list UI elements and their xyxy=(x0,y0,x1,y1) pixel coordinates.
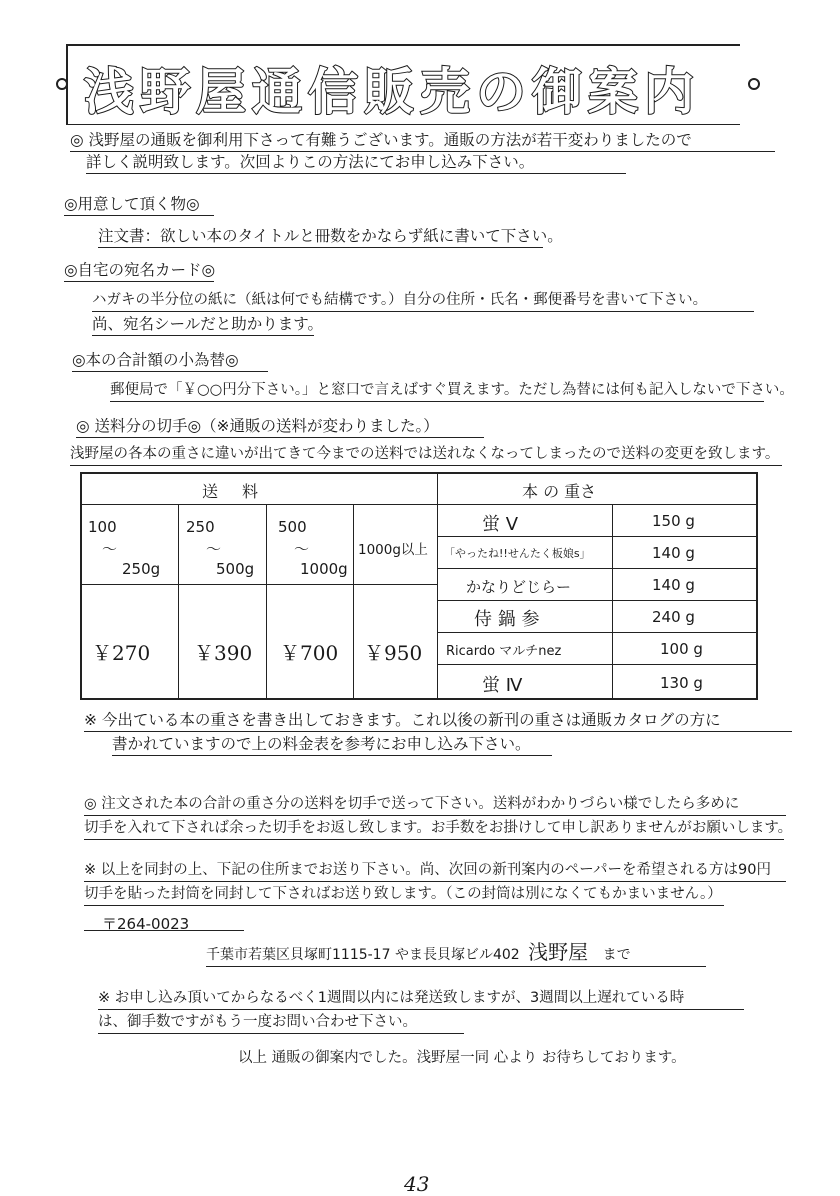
range-from-2: 250 xyxy=(186,518,215,536)
book-weight-2: 140 g xyxy=(652,544,695,562)
book-title-3: かなりどじらー xyxy=(466,578,572,596)
book-weight-3: 140 g xyxy=(652,576,695,594)
range-tilde-2: 〜 xyxy=(206,540,222,558)
book-weight-1: 150 g xyxy=(652,512,695,530)
postal-underline xyxy=(84,930,244,931)
closing-message: 以上 通販の御案内でした。浅野屋一同 心より お待ちしております。 xyxy=(238,1050,686,1066)
company-name: 浅野屋 xyxy=(528,940,589,964)
shipping-change-line: 浅野屋の各本の重さに違いが出てきて今までの送料では送れなくなってしまったので送料の変更を致します。 xyxy=(70,444,782,466)
postal-code: 〒264-0023 xyxy=(102,915,190,933)
book-title-4: 侍 鍋 参 xyxy=(474,609,540,630)
book-title-5: Ricardo マルチnez xyxy=(446,644,562,659)
money-order-line: 郵便局で「￥○○円分下さい。」と窓口で言えばすぐ買えます。ただし為替には何も記入しないで下さい。 xyxy=(110,380,764,402)
weight-note-line-2: 書かれていますので上の料金表を参考にお申し込み下さい。 xyxy=(112,734,552,756)
book-title-6: 蛍 Ⅳ xyxy=(482,675,523,696)
price-2: ￥390 xyxy=(194,641,253,665)
mailing-note-line-1: ※ 以上を同封の上、下記の住所までお送り下さい。尚、次回の新刊案内のペーパーを希望される方は90円 xyxy=(84,860,786,882)
range-from-3: 500 xyxy=(278,518,307,536)
book-weight-4: 240 g xyxy=(652,608,695,626)
shipping-delay-line-2: は、御手数ですがもう一度お問い合わせ下さい。 xyxy=(98,1012,464,1034)
shipping-header: 送 料 xyxy=(202,482,263,501)
range-tilde-3: 〜 xyxy=(294,540,310,558)
section-heading-stamps: ◎ 送料分の切手◎（※通販の送料が変わりました。） xyxy=(76,416,484,438)
price-4: ￥950 xyxy=(364,641,423,665)
address-card-line-1: ハガキの半分位の紙に（紙は何でも結構です。）自分の住所・氏名・郵便番号を書いて下さい。 xyxy=(92,290,754,312)
range-over-1000: 1000g以上 xyxy=(358,542,428,558)
book-title-2: 「やったね!!せんたく板娘s」 xyxy=(444,547,591,560)
bullet-dot-icon xyxy=(748,78,760,90)
book-weight-6: 130 g xyxy=(660,674,703,692)
intro-line-2: 詳しく説明致します。次回よりこの方法にてお申し込み下さい。 xyxy=(86,152,626,174)
book-weight-5: 100 g xyxy=(660,640,703,658)
book-title-1: 蛍 Ⅴ xyxy=(482,514,519,535)
weight-header: 本 の 重さ xyxy=(522,482,597,501)
address-suffix: まで xyxy=(602,947,631,963)
weight-note-line-1: ※ 今出ている本の重さを書き出しておきます。これ以後の新刊の重さは通販カタログの方に xyxy=(84,710,792,732)
shipping-rate-table xyxy=(80,472,758,700)
shipping-delay-line-1: ※ お申し込み頂いてからなるべく1週間以内には発送致しますが、3週間以上遅れている時 xyxy=(98,988,744,1010)
price-3: ￥700 xyxy=(280,641,339,665)
intro-line-1: ◎ 浅野屋の通販を御利用下さって有難うございます。通販の方法が若干変わりましたので xyxy=(70,130,775,152)
mailing-address xyxy=(206,942,706,967)
stamp-line-2: 切手を入れて下されば余った切手をお返し致します。お手数をお掛けして申し訳ありませんがお願いします。 xyxy=(84,818,784,840)
address-text: 千葉市若葉区貝塚町1115-17 やま長貝塚ビル402 xyxy=(206,947,520,963)
section-heading-items: ◎用意して頂く物◎ xyxy=(64,194,214,216)
mailing-note-line-2: 切手を貼った封筒を同封して下さればお送り致します。（この封筒は別になくてもかまいません。） xyxy=(84,884,724,906)
range-to-2: 500g xyxy=(216,560,255,578)
order-form-line: 注文書：欲しい本のタイトルと冊数をかならず紙に書いて下さい。 xyxy=(98,226,543,248)
range-to-3: 1000g xyxy=(300,560,348,578)
address-card-line-2: 尚、宛名シールだと助かります。 xyxy=(92,314,314,336)
stamp-line-1: ◎ 注文された本の合計の重さ分の送料を切手で送って下さい。送料がわかりづらい様でしたら多めに xyxy=(84,794,786,816)
range-tilde-1: 〜 xyxy=(102,540,118,558)
range-to-1: 250g xyxy=(122,560,161,578)
page-title: 浅野屋通信販売の御案内 xyxy=(84,62,700,121)
title-block xyxy=(56,44,756,126)
price-1: ￥270 xyxy=(92,641,151,665)
section-heading-money-order: ◎本の合計額の小為替◎ xyxy=(72,350,268,372)
section-heading-address-card: ◎自宅の宛名カード◎ xyxy=(64,260,214,282)
page-number: 43 xyxy=(404,1172,430,1196)
range-from-1: 100 xyxy=(88,518,117,536)
